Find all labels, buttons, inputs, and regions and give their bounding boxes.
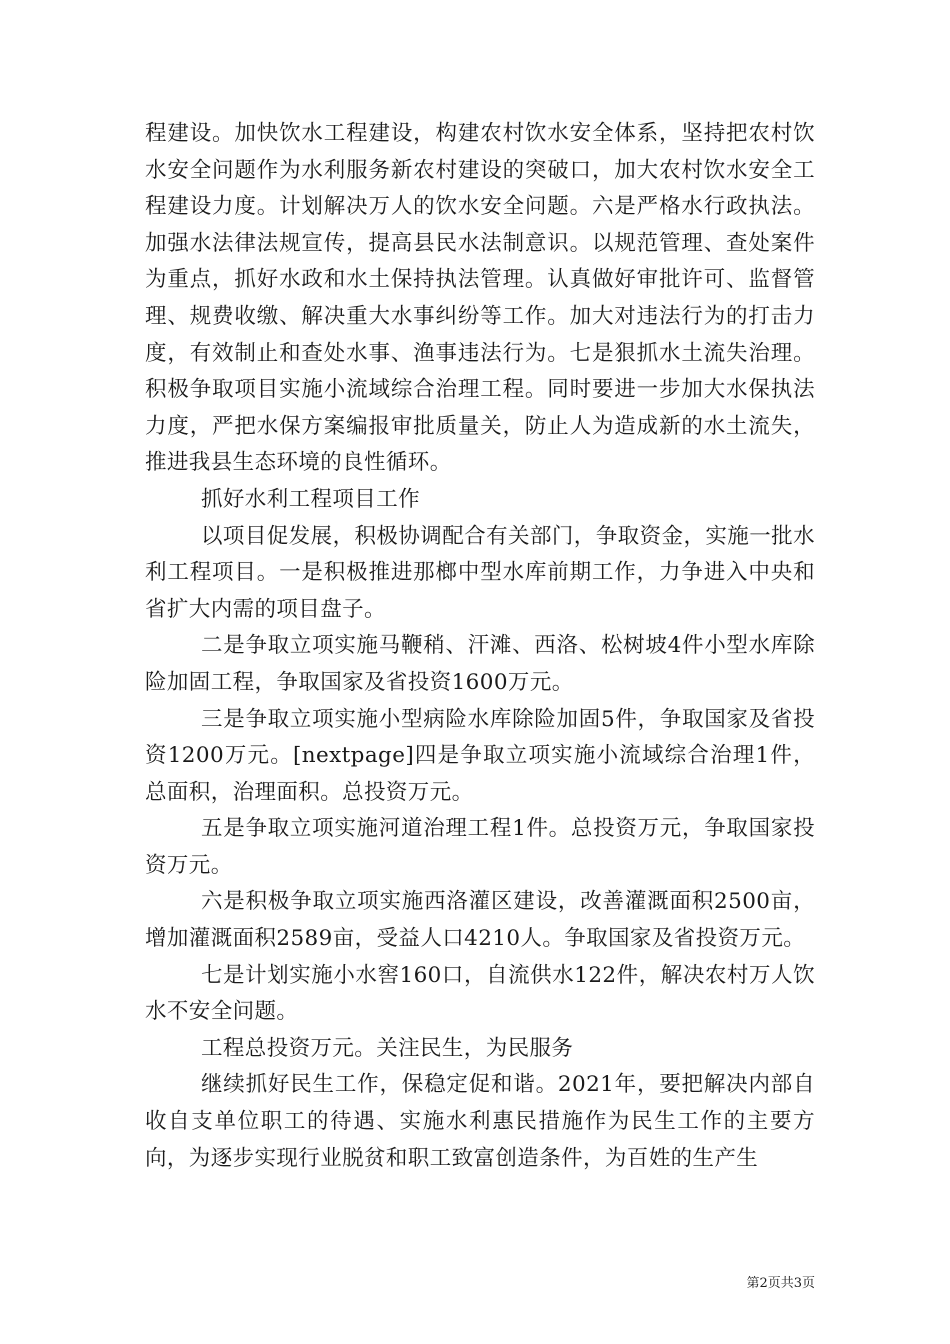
page-number: 第2页共3页	[746, 1276, 815, 1291]
paragraph-7: 六是积极争取立项实施西洛灌区建设，改善灌溉面积2500亩，增加灌溉面积2589亩，受益人口4210人。争取国家及省投资万元。	[145, 889, 815, 952]
paragraph-6: 五是争取立项实施河道治理工程1件。总投资万元，争取国家投资万元。	[145, 816, 815, 878]
paragraph-3: 以项目促发展，积极协调配合有关部门，争取资金，实施一批水利工程项目。一是积极推进那榔中型水库前期工作，力争进入中央和省扩大内需的项目盘子。	[145, 523, 815, 622]
paragraph-9: 工程总投资万元。关注民生，为民服务	[201, 1035, 574, 1061]
paragraph-1: 程建设。加快饮水工程建设，构建农村饮水安全体系，坚持把农村饮水安全问题作为水利服务新农村建设的突破口，加大农村饮水安全工程建设力度。计划解决万人的饮水安全问题。六是严格水行政执法。加强水法律法规宣传，提高县民水法制意识。以规范管理、查处案件为重点，抓好水政和水土保持执法管理。认真做好审批许可、监督管理、规费收缴、解决重大水事纠纷等工作。加大对违法行为的打击力度，有效制止和查处水事、渔事违法行为。七是狠抓水土流失治理。积极争取项目实施小流域综合治理工程。同时要进一步加大水保执法力度，严把水保方案编报审批质量关，防止人为造成新的水土流失，推进我县生态环境的良性循环。	[145, 121, 815, 476]
paragraph-4: 二是争取立项实施马鞭稍、汗滩、西洛、松树坡4件小型水库除险加固工程，争取国家及省投资1600万元。	[145, 633, 815, 695]
paragraph-8: 七是计划实施小水窖160口，自流供水122件，解决农村万人饮水不安全问题。	[145, 962, 815, 1025]
document-body	[145, 116, 815, 1177]
paragraph-5: 三是争取立项实施小型病险水库除险加固5件，争取国家及省投资1200万元。[nextpage]四是争取立项实施小流域综合治理1件，总面积，治理面积。总投资万元。	[145, 706, 815, 805]
paragraph-10: 继续抓好民生工作，保稳定促和谐。2021年，要把解决内部自收自支单位职工的待遇、实施水利惠民措施作为民生工作的主要方向，为逐步实现行业脱贫和职工致富创造条件，为百姓的生产生	[145, 1072, 815, 1171]
section-heading-water-projects: 抓好水利工程项目工作	[201, 486, 421, 512]
